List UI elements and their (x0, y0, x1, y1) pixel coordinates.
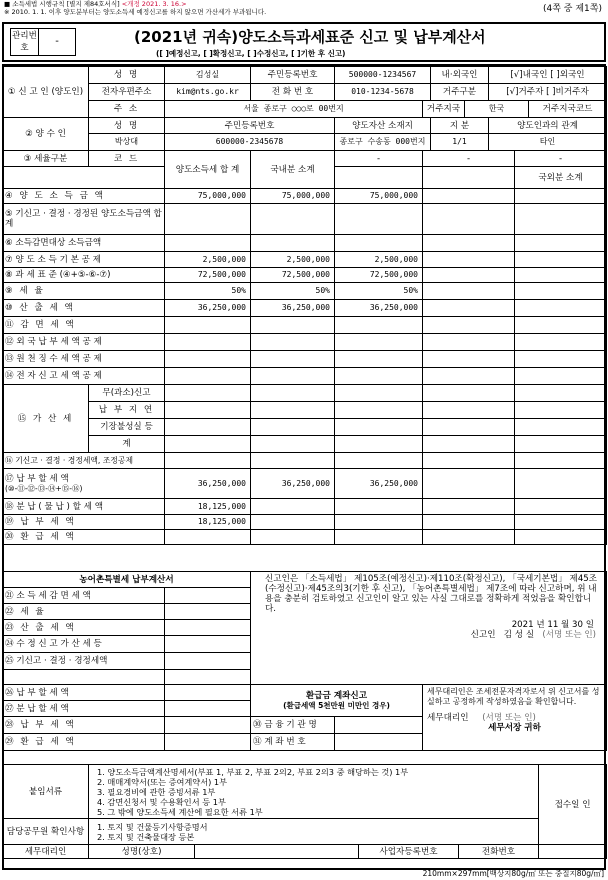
filer-nationality-label: 내·외국인 (431, 67, 489, 84)
header-line2: ※ 2010. 1. 1. 이후 양도분부터는 양도소득세 예정신고를 하지 않으면 가산세가 부과됩니다. (4, 8, 267, 16)
rural-row28-label: ㉘ 납 부 세 액 (3, 717, 165, 734)
row9-label: ⑨ 세 율 (3, 283, 165, 300)
declaration-text: 신고인은 「소득세법」 제105조(예정신고)·제110조(확정신고), 「국세기본법」 제45조(수정신고)·제45조의3(기한 후 신고), 「농어촌특별세법」 제7조에 따라 신고하며, 위 내용을 충분히 검토하였고 신고인이 알고 있는 사실 그대로를 정확하게 적었음을 확인합니다. (265, 574, 598, 614)
filer-rrn[interactable]: 500000-1234567 (335, 67, 431, 84)
transferee-label: ② 양 수 인 (3, 118, 89, 151)
row4-domestic[interactable]: 75,000,000 (251, 189, 335, 204)
transferee-name-label: 성 명 (89, 118, 165, 134)
row17-domestic[interactable]: 36,250,000 (251, 469, 335, 499)
page-indicator: (4쪽 중 제1쪽) (543, 4, 602, 14)
row4-label: ④ 양 도 소 득 금 액 (3, 189, 165, 204)
agent-sign-line (427, 713, 602, 723)
filer-email-label: 전자우편주소 (89, 84, 165, 101)
attachments-list (89, 765, 539, 819)
attachment-item: 1. 양도소득금액계산명세서(부표 1, 부표 2, 부표 2의2, 부표 2의3 중 해당하는 것) 1부 (97, 766, 409, 777)
filer-name-label: 성 명 (89, 67, 165, 84)
attachments-label: 붙임서류 (3, 765, 89, 819)
rural-row25-label: ㉕ 기신고 · 결정 · 경정세액 (3, 653, 165, 670)
transferee-share[interactable]: 1/1 (431, 134, 489, 151)
transferee-relation-label: 양도인과의 관계 (489, 118, 607, 134)
row10-label: ⑩ 산 출 세 액 (3, 300, 165, 317)
calculation-table (2, 150, 607, 545)
row9-domestic[interactable]: 50% (251, 283, 335, 300)
refund-account-value[interactable] (335, 734, 423, 751)
declaration-date[interactable]: 2021 년 11 월 30 일 (511, 620, 595, 630)
header-line1: ■ 소득세법 시행규칙 [별지 제84호서식] <개정 2021. 3. 16.> (4, 0, 187, 8)
receipt-stamp: 접수일 인 (539, 765, 607, 845)
filer-rrn-label: 주민등록번호 (251, 67, 335, 84)
transferee-location-label: 양도자산 소재지 (335, 118, 431, 134)
transferee-rrn-label: 주민등록번호 (165, 118, 335, 134)
row17-label-cell (3, 469, 165, 499)
row7-label: ⑦ 양 도 소 득 기 본 공 제 (3, 252, 165, 268)
title-box (2, 22, 606, 62)
refund-subtitle: (환급세액 5천만원 미만인 경우) (283, 700, 390, 710)
filer-country-label: 거주지국 (423, 101, 465, 118)
bottom-phone-label: 전화번호 (459, 845, 539, 859)
refund-bank-label: ㉚ 금 융 기 관 명 (251, 717, 335, 734)
row10-total[interactable]: 36,250,000 (165, 300, 251, 317)
filer-address-label: 주 소 (89, 101, 165, 118)
form-subtitle: ([ ]예정신고, [ ]확정신고, [ ]수정신고, [ ]기한 후 신고) (156, 49, 346, 58)
officer-check-label: 담당공무원 확인사항 (3, 819, 89, 845)
rural-row22-label: ㉒ 세 율 (3, 604, 165, 620)
tax-class-code-1[interactable]: - (335, 151, 423, 167)
row4-total[interactable]: 75,000,000 (165, 189, 251, 204)
attachment-item: 2. 매매계약서(또는 증여계약서) 1부 (97, 776, 228, 787)
col-domestic-header: 국내분 소계 (251, 151, 335, 189)
refund-title: 환급금 계좌신고 (305, 690, 368, 701)
rural-row23-label: ㉓ 산 출 세 액 (3, 620, 165, 636)
bottom-name-label: 성명(상호) (89, 845, 195, 859)
row17-formula: (⑩-⑪-⑫-⑬-⑭+⑮-⑯) (5, 483, 83, 493)
attachment-item: 5. 그 밖에 양도소득세 계산에 필요한 서류 1부 (97, 806, 263, 817)
management-number-label: 관리번호 (11, 29, 39, 55)
row6-label: ⑥ 소득감면대상 소득금액 (3, 235, 165, 252)
agent-sign[interactable]: (서명 또는 인) (482, 713, 536, 723)
row8-label: ⑧ 과 세 표 준 (④+⑤-⑥-⑦) (3, 268, 165, 283)
filer-table (2, 66, 607, 151)
row15-sub3: 기장불성실 등 (89, 419, 165, 436)
attachment-item: 4. 감면신청서 및 수용확인서 등 1부 (97, 796, 226, 807)
declaration-sign-line (255, 630, 602, 640)
row17-class1[interactable]: 36,250,000 (335, 469, 423, 499)
agent-text: 세무대리인은 조세전문자격자로서 위 신고서를 성실하고 공정하게 작성하였음을 확인합니다. (427, 687, 600, 706)
officer-item: 2. 토지 및 건축물대장 등본 (97, 831, 195, 842)
office-name: 세무서장 귀하 (488, 723, 541, 733)
filer-country-code-label: 거주지국코드 (529, 101, 607, 118)
filer-email[interactable]: kim@nts.go.kr (165, 84, 251, 101)
form-title: (2021년 귀속)양도소득과세표준 신고 및 납부계산서 (134, 28, 486, 46)
row14-label: ⑭ 전 자 신 고 세 액 공 제 (3, 368, 165, 385)
filer-residence-label: 거주구분 (431, 84, 489, 101)
declaration-cell (251, 572, 607, 685)
filer-address[interactable]: 서울 종로구 ○○○로 00번지 (165, 101, 423, 118)
row12-label: ⑫ 외 국 납 부 세 액 공 제 (3, 334, 165, 351)
row20-label: ⑳ 환 급 세 액 (3, 530, 165, 545)
declaration-filer-name[interactable]: 김 성 실 (503, 630, 535, 640)
col-foreign-header: 국외분 소계 (515, 167, 607, 189)
row17-total[interactable]: 36,250,000 (165, 469, 251, 499)
row4-class1[interactable]: 75,000,000 (335, 189, 423, 204)
row8-domestic[interactable]: 72,500,000 (251, 268, 335, 283)
filer-residence-checkbox[interactable]: [√]거주자 [ ]비거주자 (489, 84, 607, 101)
row7-class1[interactable]: 2,500,000 (335, 252, 423, 268)
row9-class1[interactable]: 50% (335, 283, 423, 300)
filer-name[interactable]: 김성실 (165, 67, 251, 84)
row7-total[interactable]: 2,500,000 (165, 252, 251, 268)
tax-class-code-2[interactable]: - (423, 151, 515, 167)
rural-title: 농어촌특별세 납부계산서 (3, 572, 251, 588)
row10-domestic[interactable]: 36,250,000 (251, 300, 335, 317)
transferee-location[interactable]: 종로구 수송동 000번지 (335, 134, 431, 151)
transferee-name[interactable]: 박상대 (89, 134, 165, 151)
tax-class-label: ③ 세율구분 (3, 151, 89, 167)
row16-label: ⑯ 기신고 · 결정 · 경정세액, 조정공제 (3, 453, 165, 469)
officer-check-list (89, 819, 539, 845)
row13-label: ⑬ 원 천 징 수 세 액 공 제 (3, 351, 165, 368)
filer-country[interactable]: 한국 (465, 101, 529, 118)
row9-total[interactable]: 50% (165, 283, 251, 300)
row7-domestic[interactable]: 2,500,000 (251, 252, 335, 268)
row8-total[interactable]: 72,500,000 (165, 268, 251, 283)
attachment-item: 3. 필요경비에 관한 증빙서류 1부 (97, 786, 216, 797)
refund-bank-value[interactable] (335, 717, 423, 734)
paper-spec: 210mm×297mm[백상지80g/㎡ 또는 중질지80g/㎡] (422, 869, 604, 878)
row8-class1[interactable]: 72,500,000 (335, 268, 423, 283)
transferee-relation[interactable]: 타인 (489, 134, 607, 151)
row10-class1[interactable]: 36,250,000 (335, 300, 423, 317)
row18-total[interactable]: 18,125,000 (165, 499, 251, 515)
declaration-sign[interactable]: (서명 또는 인) (542, 630, 597, 640)
row19-total[interactable]: 18,125,000 (165, 515, 251, 530)
agent-label: 세무대리인 (427, 713, 469, 723)
bottom-agent-label: 세무대리인 (3, 845, 89, 859)
filer-phone-label: 전 화 번 호 (251, 84, 335, 101)
tax-class-code-label: 코 드 (89, 151, 165, 167)
transferee-share-label: 지 분 (431, 118, 489, 134)
management-number-box (10, 28, 76, 56)
row19-label: ⑲ 납 부 세 액 (3, 515, 165, 530)
rural-row29-label: ㉙ 환 급 세 액 (3, 734, 165, 751)
rural-tax-table (2, 571, 607, 751)
filer-label: ① 신 고 인 (양도인) (3, 67, 89, 118)
bottom-biz-label: 사업자등록번호 (359, 845, 459, 859)
refund-header-cell (251, 685, 423, 717)
filer-nationality-checkbox[interactable]: [√]내국인 [ ]외국인 (489, 67, 607, 84)
row15-label: ⑮ 가 산 세 (3, 385, 89, 453)
refund-account-label: ㉛ 계 좌 번 호 (251, 734, 335, 751)
row15-sub2: 납 부 지 연 (89, 402, 165, 419)
row5-label: ⑤ 기신고 · 결정 · 경정된 양도소득금액 합계 (3, 204, 165, 235)
rural-row27-label: ㉗ 분 납 할 세 액 (3, 701, 165, 717)
management-number-value[interactable]: - (55, 36, 59, 47)
filer-phone[interactable]: 010-1234-5678 (335, 84, 431, 101)
row15-sub1: 무(과소)신고 (89, 385, 165, 402)
row11-label: ⑪ 감 면 세 액 (3, 317, 165, 334)
declaration-filer-label: 신고인 (470, 630, 496, 640)
attachments-table (2, 764, 607, 859)
row18-label: ⑱ 분 납 ( 물 납 ) 할 세 액 (3, 499, 165, 515)
transferee-rrn[interactable]: 600000-2345678 (165, 134, 335, 151)
row15-sub4: 계 (89, 436, 165, 453)
rural-row26-label: ㉖ 납 부 할 세 액 (3, 685, 165, 701)
rural-row24-label: ㉔ 수 정 신 고 가 산 세 등 (3, 636, 165, 653)
col-total-header: 양도소득세 합 계 (165, 151, 251, 189)
agent-cell (423, 685, 607, 751)
row17-label: ⑰ 납 부 할 세 액 (5, 473, 69, 484)
tax-class-code-3[interactable]: - (515, 151, 607, 167)
rural-row21-label: ㉑ 소 득 세 감 면 세 액 (3, 588, 165, 604)
officer-item: 1. 토지 및 건물등기사항증명서 (97, 821, 208, 832)
